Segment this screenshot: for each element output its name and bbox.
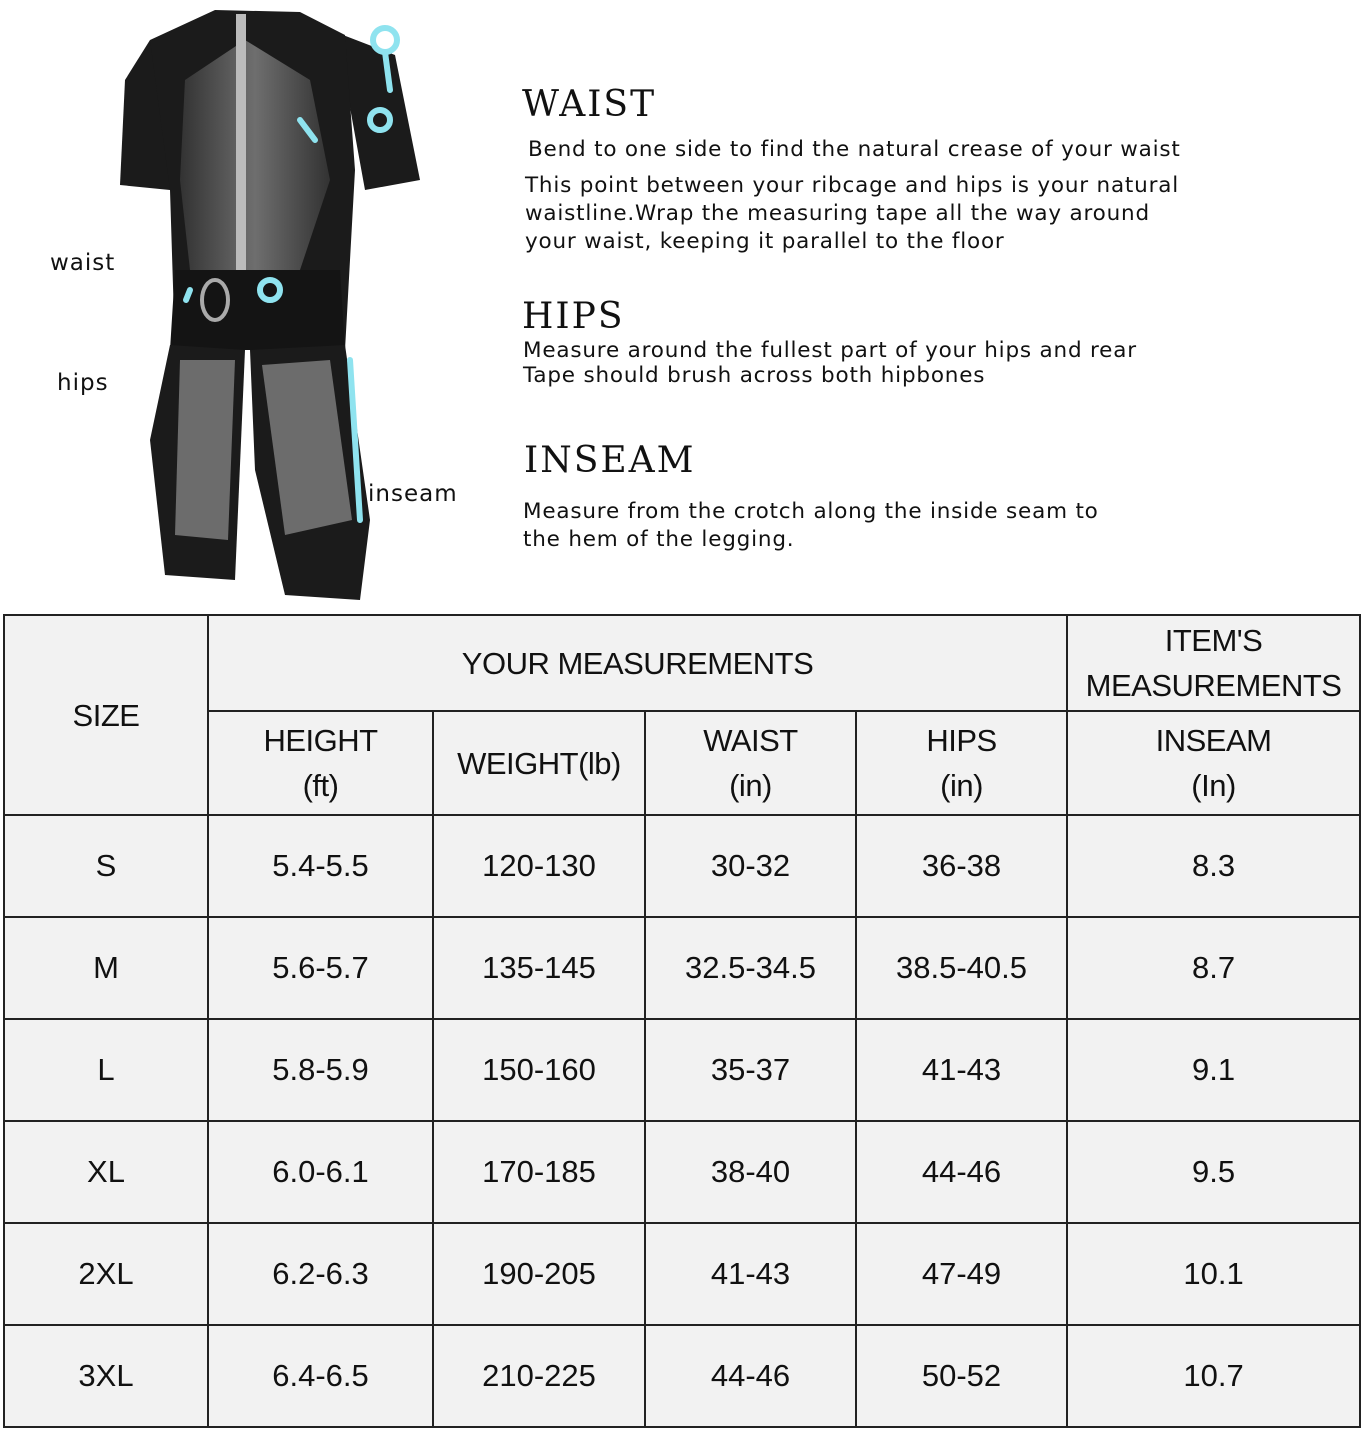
hips-label: hips <box>57 370 109 396</box>
hips-column-header: HIPS (in) <box>856 711 1067 815</box>
waist-cell: 30-32 <box>645 815 856 917</box>
height-cell: 6.2-6.3 <box>208 1223 433 1325</box>
your-measurements-header: YOUR MEASUREMENTS <box>208 615 1067 711</box>
size-cell: XL <box>4 1121 208 1223</box>
waist-instruction-1: Bend to one side to find the natural crease of your waist <box>528 137 1181 162</box>
hips-cell: 47-49 <box>856 1223 1067 1325</box>
waist-label: waist <box>50 250 116 276</box>
inseam-label: inseam <box>368 481 458 507</box>
weight-column-header: WEIGHT(lb) <box>433 711 645 815</box>
hips-heading: HIPS <box>522 296 625 337</box>
inseam-cell: 9.5 <box>1067 1121 1360 1223</box>
table-row <box>4 1223 1360 1325</box>
inseam-heading: INSEAM <box>524 440 696 481</box>
size-cell: 3XL <box>4 1325 208 1427</box>
inseam-cell: 8.3 <box>1067 815 1360 917</box>
table-row <box>4 1121 1360 1223</box>
height-column-header: HEIGHT (ft) <box>208 711 433 815</box>
height-cell: 5.8-5.9 <box>208 1019 433 1121</box>
height-cell: 5.6-5.7 <box>208 917 433 1019</box>
waist-cell: 38-40 <box>645 1121 856 1223</box>
weight-cell: 210-225 <box>433 1325 645 1427</box>
hips-cell: 41-43 <box>856 1019 1067 1121</box>
size-column-header: SIZE <box>4 615 208 815</box>
hips-cell: 44-46 <box>856 1121 1067 1223</box>
inseam-cell: 9.1 <box>1067 1019 1360 1121</box>
inseam-instruction: Measure from the crotch along the inside seam to the hem of the legging. <box>523 499 1099 552</box>
inseam-cell: 10.7 <box>1067 1325 1360 1427</box>
weight-cell: 150-160 <box>433 1019 645 1121</box>
inseam-column-header: INSEAM (In) <box>1067 711 1360 815</box>
size-cell: S <box>4 815 208 917</box>
table-row <box>4 1325 1360 1427</box>
hips-instruction: Measure around the fullest part of your hips and rear Tape should brush across both hipbones <box>523 338 1137 388</box>
items-measurements-header: ITEM'S MEASUREMENTS <box>1067 615 1360 711</box>
height-cell: 5.4-5.5 <box>208 815 433 917</box>
weight-cell: 120-130 <box>433 815 645 917</box>
table-row <box>4 917 1360 1019</box>
inseam-cell: 8.7 <box>1067 917 1360 1019</box>
hips-cell: 36-38 <box>856 815 1067 917</box>
table-row <box>4 815 1360 917</box>
waist-heading: WAIST <box>522 84 657 125</box>
hips-cell: 38.5-40.5 <box>856 917 1067 1019</box>
weight-cell: 190-205 <box>433 1223 645 1325</box>
inseam-cell: 10.1 <box>1067 1223 1360 1325</box>
waist-cell: 32.5-34.5 <box>645 917 856 1019</box>
suit-figure <box>0 0 500 610</box>
size-cell: 2XL <box>4 1223 208 1325</box>
hips-cell: 50-52 <box>856 1325 1067 1427</box>
height-cell: 6.0-6.1 <box>208 1121 433 1223</box>
waist-cell: 44-46 <box>645 1325 856 1427</box>
waist-column-header: WAIST (in) <box>645 711 856 815</box>
weight-cell: 135-145 <box>433 917 645 1019</box>
height-cell: 6.4-6.5 <box>208 1325 433 1427</box>
table-row <box>4 1019 1360 1121</box>
trisuit-illustration <box>0 0 500 610</box>
waist-cell: 41-43 <box>645 1223 856 1325</box>
size-cell: L <box>4 1019 208 1121</box>
size-chart-table <box>3 614 1361 1428</box>
weight-cell: 170-185 <box>433 1121 645 1223</box>
size-cell: M <box>4 917 208 1019</box>
waist-instruction-2: This point between your ribcage and hips is your natural waistline.Wrap the measuring tape all the way around your waist, keeping it parallel to the floor <box>525 173 1179 254</box>
waist-cell: 35-37 <box>645 1019 856 1121</box>
